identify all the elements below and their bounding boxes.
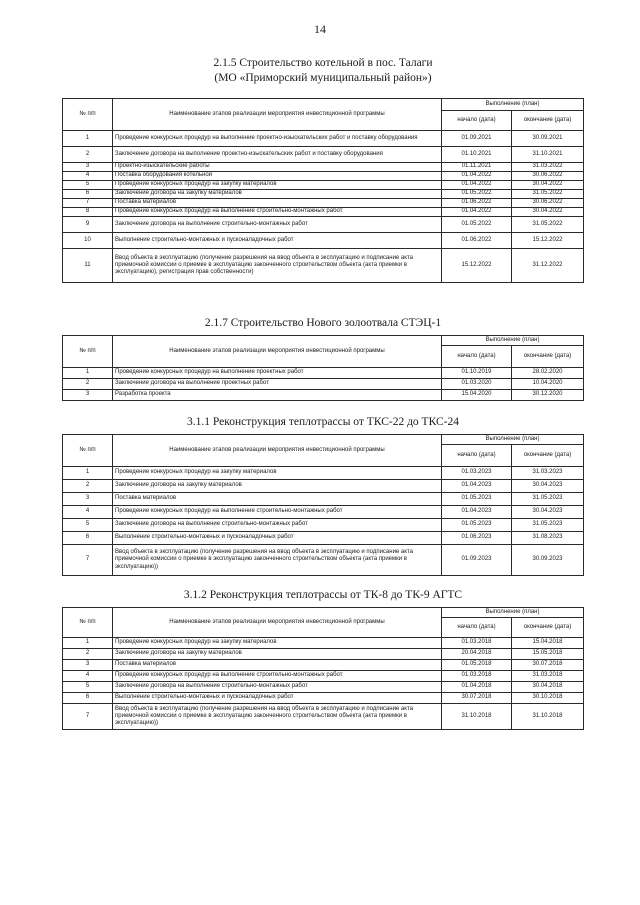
- table-row: [63, 217, 584, 233]
- row-number: 6: [63, 693, 113, 704]
- row-start-date: 30.07.2018: [442, 693, 512, 704]
- row-start-date: 20.04.2018: [442, 649, 512, 660]
- row-number: 6: [63, 190, 113, 199]
- row-start-date: 01.03.2023: [442, 467, 512, 480]
- row-start-date: 01.04.2022: [442, 208, 512, 217]
- row-stage-name: Заключение договора на закупку материалов: [113, 649, 442, 660]
- table-row: [63, 704, 584, 730]
- row-stage-name: Проведение конкурсных процедур на закупку материалов: [113, 181, 442, 190]
- row-end-date: 30.10.2018: [512, 693, 584, 704]
- table-row: [63, 131, 584, 147]
- section-title: 2.1.7 Строительство Нового золоотвала СТЭЦ-1: [204, 317, 442, 329]
- schedule-table: [62, 98, 584, 283]
- section-title: 3.1.1 Реконструкция теплотрассы от ТКС-22 до ТКС-24: [187, 416, 459, 428]
- section-title: 2.1.5 Строительство котельной в пос. Талаги: [213, 57, 433, 69]
- row-stage-name: Выполнение строительно-монтажных и пусконаладочных работ: [113, 233, 442, 249]
- row-start-date: 01.06.2023: [442, 532, 512, 545]
- row-start-date: 01.05.2023: [442, 493, 512, 506]
- header-end-date: окончание (дата): [512, 618, 584, 638]
- header-num: № п/п: [63, 99, 113, 131]
- row-start-date: 01.03.2018: [442, 671, 512, 682]
- row-stage-name: Ввод объекта в эксплуатацию (получение разрешения на ввод объекта в эксплуатацию и подписание акта приемочной комиссии о приемке в эксплуатацию законченного строительством объекта (акта приемки в эксплуатацию)): [113, 704, 442, 730]
- row-number: 4: [63, 506, 113, 519]
- row-start-date: 01.11.2021: [442, 163, 512, 172]
- row-start-date: 01.05.2018: [442, 660, 512, 671]
- row-stage-name: Ввод объекта в эксплуатацию (получение разрешения на ввод объекта в эксплуатацию и подписание акта приемочной комиссии о приемке в эксплуатацию законченного строительством объекта (акта приемки в эксплуатацию)): [113, 545, 442, 576]
- row-end-date: 30.04.2022: [512, 208, 584, 217]
- row-stage-name: Проведение конкурсных процедур на выполнение проектных работ: [113, 368, 442, 379]
- row-start-date: 01.04.2022: [442, 181, 512, 190]
- section-title: 3.1.2 Реконструкция теплотрассы от ТК-8 до ТК-9 АГТС: [183, 589, 463, 601]
- row-end-date: 31.05.2022: [512, 190, 584, 199]
- row-stage-name: Поставка оборудования котельной: [113, 172, 442, 181]
- row-end-date: 31.05.2023: [512, 519, 584, 532]
- row-stage-name: Проведение конкурсных процедур на выполнение проектно-изыскательских работ и поставку оборудования: [113, 131, 442, 147]
- row-start-date: 01.05.2023: [442, 519, 512, 532]
- row-stage-name: Проведение конкурсных процедур на выполнение строительно-монтажных работ: [113, 506, 442, 519]
- table-row: [63, 233, 584, 249]
- row-number: 2: [63, 147, 113, 163]
- header-start-date: начало (дата): [442, 346, 512, 368]
- header-num: № п/п: [63, 435, 113, 467]
- row-number: 1: [63, 638, 113, 649]
- table-row: [63, 693, 584, 704]
- table-row: [63, 532, 584, 545]
- row-end-date: 30.07.2018: [512, 660, 584, 671]
- row-number: 2: [63, 379, 113, 390]
- table-row: [63, 181, 584, 190]
- row-number: 5: [63, 682, 113, 693]
- table-row: [63, 671, 584, 682]
- row-end-date: 31.03.2022: [512, 163, 584, 172]
- row-number: 5: [63, 519, 113, 532]
- table-row: [63, 682, 584, 693]
- row-number: 7: [63, 545, 113, 576]
- row-end-date: 30.04.2023: [512, 480, 584, 493]
- row-start-date: 01.05.2022: [442, 190, 512, 199]
- row-end-date: 31.05.2023: [512, 493, 584, 506]
- header-start-date: начало (дата): [442, 445, 512, 467]
- row-stage-name: Заключение договора на выполнение проектных работ: [113, 379, 442, 390]
- table-row: [63, 163, 584, 172]
- row-end-date: 31.10.2018: [512, 704, 584, 730]
- row-start-date: 01.03.2020: [442, 379, 512, 390]
- row-end-date: 30.09.2023: [512, 545, 584, 576]
- row-end-date: 15.04.2018: [512, 638, 584, 649]
- table-row: [63, 493, 584, 506]
- row-number: 2: [63, 480, 113, 493]
- table-row: [63, 545, 584, 576]
- page-number: 14: [314, 22, 326, 36]
- row-number: 3: [63, 390, 113, 401]
- section-2-1-5: [62, 56, 584, 283]
- row-end-date: 30.04.2018: [512, 682, 584, 693]
- row-number: 11: [63, 249, 113, 283]
- row-start-date: 01.03.2018: [442, 638, 512, 649]
- row-start-date: 01.09.2023: [442, 545, 512, 576]
- row-start-date: 01.04.2023: [442, 480, 512, 493]
- header-execution: Выполнение (план): [442, 435, 584, 445]
- table-row: [63, 172, 584, 181]
- row-stage-name: Проведение конкурсных процедур на закупку материалов: [113, 467, 442, 480]
- row-number: 1: [63, 368, 113, 379]
- row-number: 2: [63, 649, 113, 660]
- row-start-date: 01.05.2022: [442, 217, 512, 233]
- table-row: [63, 208, 584, 217]
- row-number: 1: [63, 131, 113, 147]
- row-stage-name: Заключение договора на закупку материалов: [113, 190, 442, 199]
- row-start-date: 31.10.2018: [442, 704, 512, 730]
- row-number: 4: [63, 172, 113, 181]
- header-end-date: окончание (дата): [512, 346, 584, 368]
- row-end-date: 28.02.2020: [512, 368, 584, 379]
- schedule-table: [62, 607, 584, 730]
- row-stage-name: Проведение конкурсных процедур на выполнение строительно-монтажных работ: [113, 208, 442, 217]
- row-stage-name: Разработка проекта: [113, 390, 442, 401]
- row-end-date: 10.04.2020: [512, 379, 584, 390]
- table-row: [63, 249, 584, 283]
- header-end-date: окончание (дата): [512, 445, 584, 467]
- table-row: [63, 649, 584, 660]
- row-number: 3: [63, 493, 113, 506]
- row-stage-name: Заключение договора на выполнение строительно-монтажных работ: [113, 519, 442, 532]
- row-end-date: 30.09.2021: [512, 131, 584, 147]
- row-stage-name: Выполнение строительно-монтажных и пусконаладочных работ: [113, 693, 442, 704]
- header-end-date: окончание (дата): [512, 111, 584, 131]
- row-end-date: 31.12.2022: [512, 249, 584, 283]
- row-start-date: 01.04.2023: [442, 506, 512, 519]
- row-start-date: 01.06.2022: [442, 233, 512, 249]
- table-row: [63, 390, 584, 401]
- row-stage-name: Поставка материалов: [113, 493, 442, 506]
- row-end-date: 15.12.2022: [512, 233, 584, 249]
- row-end-date: 31.03.2023: [512, 467, 584, 480]
- row-number: 4: [63, 671, 113, 682]
- row-start-date: 15.04.2020: [442, 390, 512, 401]
- row-start-date: 01.10.2019: [442, 368, 512, 379]
- row-end-date: 30.04.2022: [512, 181, 584, 190]
- row-number: 10: [63, 233, 113, 249]
- row-start-date: 01.06.2022: [442, 199, 512, 208]
- row-end-date: 31.08.2023: [512, 532, 584, 545]
- table-row: [63, 480, 584, 493]
- row-stage-name: Заключение договора на выполнение строительно-монтажных работ: [113, 217, 442, 233]
- schedule-table: [62, 335, 584, 401]
- row-start-date: 01.10.2021: [442, 147, 512, 163]
- table-row: [63, 199, 584, 208]
- row-stage-name: Проведение конкурсных процедур на закупку материалов: [113, 638, 442, 649]
- header-execution: Выполнение (план): [442, 608, 584, 618]
- table-row: [63, 147, 584, 163]
- row-stage-name: Поставка материалов: [113, 199, 442, 208]
- row-stage-name: Заключение договора на выполнение проектно-изыскательских работ и поставку оборудования: [113, 147, 442, 163]
- table-row: [63, 506, 584, 519]
- header-execution: Выполнение (план): [442, 99, 584, 111]
- row-end-date: 31.03.2018: [512, 671, 584, 682]
- section-subtitle: (МО «Приморский муниципальный район»): [214, 72, 432, 84]
- schedule-table: [62, 434, 584, 576]
- row-stage-name: Проектно-изыскательские работы: [113, 163, 442, 172]
- section-3-1-2: [62, 588, 584, 730]
- header-start-date: начало (дата): [442, 111, 512, 131]
- row-start-date: 01.04.2018: [442, 682, 512, 693]
- row-number: 7: [63, 704, 113, 730]
- table-row: [63, 519, 584, 532]
- row-end-date: 30.12.2020: [512, 390, 584, 401]
- row-number: 6: [63, 532, 113, 545]
- row-number: 9: [63, 217, 113, 233]
- row-number: 3: [63, 163, 113, 172]
- section-3-1-1: [62, 415, 584, 576]
- header-stage-name: Наименование этапов реализации мероприятия инвестиционной программы: [113, 435, 442, 467]
- row-stage-name: Заключение договора на выполнение строительно-монтажных работ: [113, 682, 442, 693]
- row-end-date: 15.05.2018: [512, 649, 584, 660]
- header-stage-name: Наименование этапов реализации мероприятия инвестиционной программы: [113, 608, 442, 638]
- section-2-1-7: [62, 316, 584, 401]
- table-row: [63, 368, 584, 379]
- row-start-date: 01.09.2021: [442, 131, 512, 147]
- table-row: [63, 660, 584, 671]
- header-stage-name: Наименование этапов реализации мероприятия инвестиционной программы: [113, 336, 442, 368]
- row-number: 1: [63, 467, 113, 480]
- header-num: № п/п: [63, 336, 113, 368]
- row-stage-name: Заключение договора на закупку материалов: [113, 480, 442, 493]
- row-end-date: 30.04.2023: [512, 506, 584, 519]
- row-number: 7: [63, 199, 113, 208]
- row-stage-name: Поставка материалов: [113, 660, 442, 671]
- row-start-date: 15.12.2022: [442, 249, 512, 283]
- header-num: № п/п: [63, 608, 113, 638]
- header-execution: Выполнение (план): [442, 336, 584, 346]
- row-number: 3: [63, 660, 113, 671]
- table-row: [63, 638, 584, 649]
- row-end-date: 30.06.2022: [512, 199, 584, 208]
- row-end-date: 30.06.2022: [512, 172, 584, 181]
- table-row: [63, 467, 584, 480]
- header-start-date: начало (дата): [442, 618, 512, 638]
- table-row: [63, 190, 584, 199]
- row-start-date: 01.04.2022: [442, 172, 512, 181]
- row-number: 8: [63, 208, 113, 217]
- row-stage-name: Выполнение строительно-монтажных и пусконаладочных работ: [113, 532, 442, 545]
- row-end-date: 31.05.2022: [512, 217, 584, 233]
- row-end-date: 31.10.2021: [512, 147, 584, 163]
- row-stage-name: Ввод объекта в эксплуатацию (получение разрешения на ввод объекта в эксплуатацию и подписание акта приемочной комиссии о приемке в эксплуатацию законченного строительством объекта (акта приемки в эксплуатацию), регистрация прав собственности): [113, 249, 442, 283]
- header-stage-name: Наименование этапов реализации мероприятия инвестиционной программы: [113, 99, 442, 131]
- row-stage-name: Проведение конкурсных процедур на выполнение строительно-монтажных работ: [113, 671, 442, 682]
- table-row: [63, 379, 584, 390]
- row-number: 5: [63, 181, 113, 190]
